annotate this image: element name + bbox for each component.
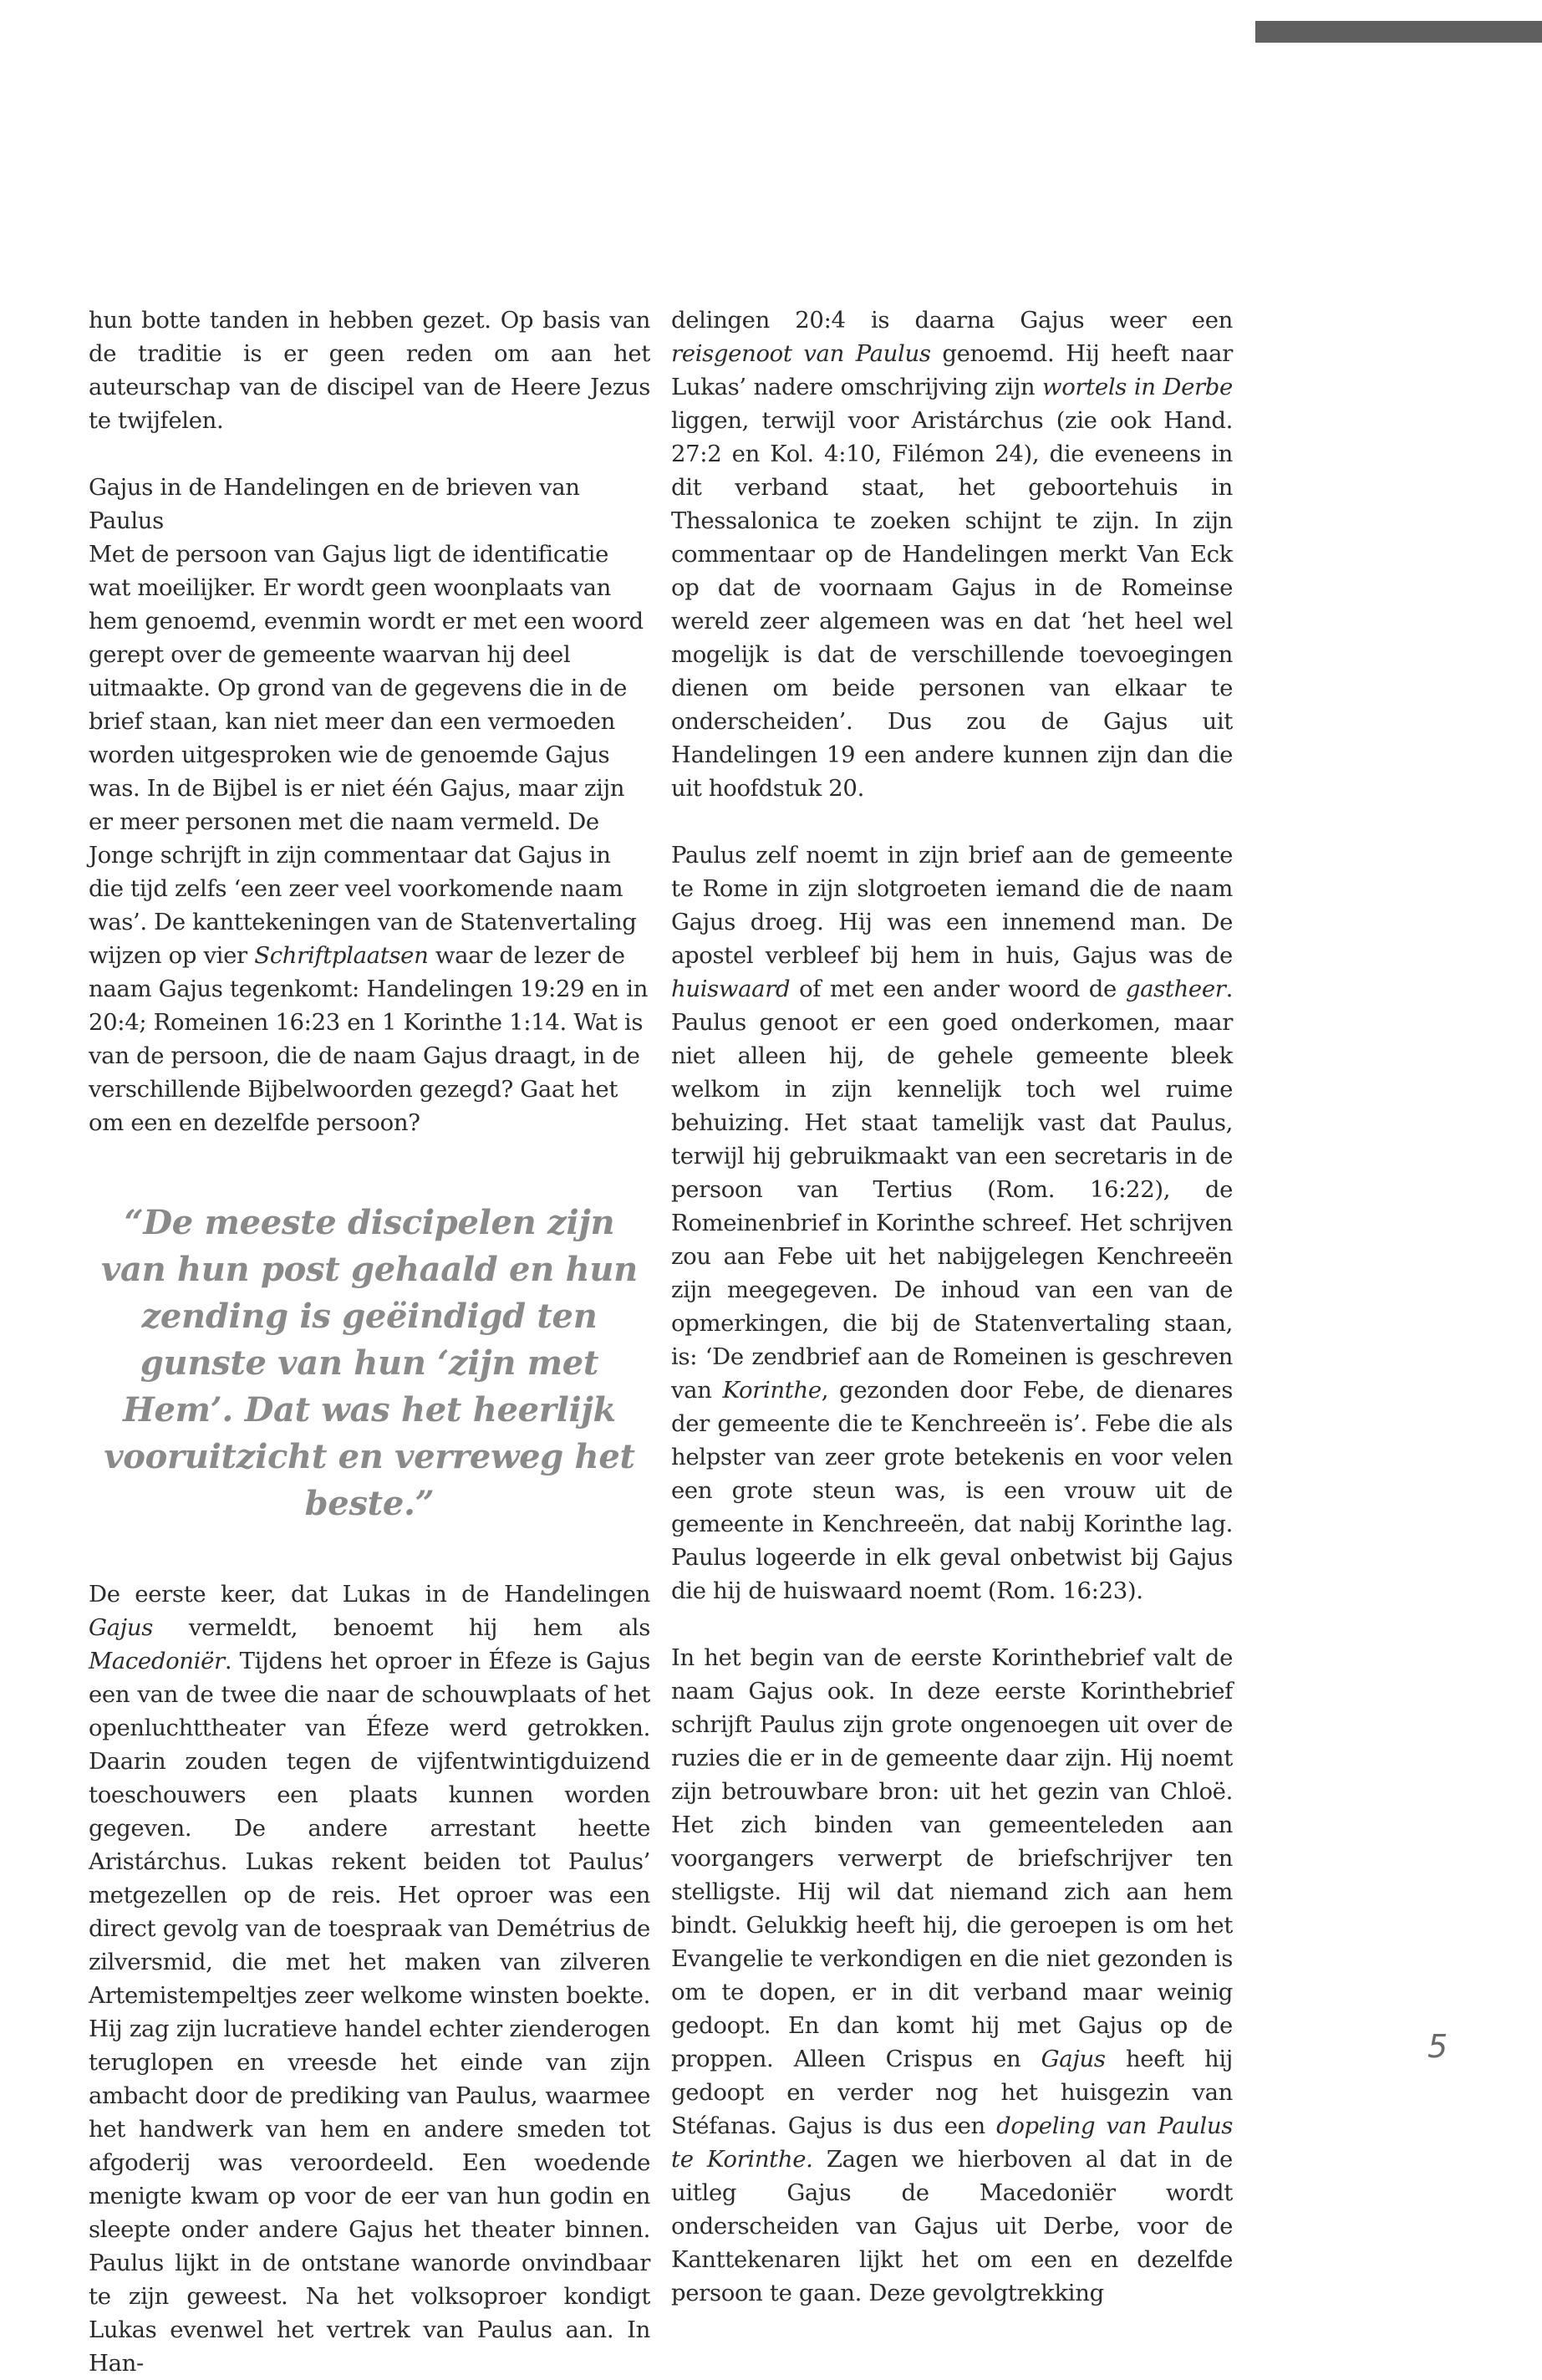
paragraph [89,471,650,1139]
paragraph [671,838,1233,1608]
pull-quote: “De meeste discipelen zijn van hun post gehaald en hun zending is geëindigd ten gunste van hun ‘zijn met Hem’. Dat was het heerlijk vooruitzicht en verreweg het beste.” [101,1203,638,1523]
header-bar [1255,21,1542,43]
italic-text: dopeling van Paulus te Korinthe. [671,2112,1233,2173]
paragraph-text: of met een ander woord de [799,976,1117,1002]
section-heading: Gajus in de Handelingen en de brieven van Paulus [89,474,580,534]
paragraph-text: Met de persoon van Gajus ligt de identificatie wat moeilijker. Er wordt geen woonplaats van hem genoemd, evenmin wordt er met een woord gerept over de gemeente waarvan hij deel uitmaakte. Op grond van de gegevens die in de brief staan, kan niet meer dan een vermoeden worden uitgesproken wie de genoemde Gajus was. In de Bijbel is er niet één Gajus, maar zijn er meer personen met die naam vermeld. De Jonge schrijft in zijn commentaar dat Gajus in die tijd zelfs ‘een zeer veel voorkomende naam was’. De kanttekeningen van de Statenvertaling wijzen op vier [89,541,644,969]
paragraph-text: . Paulus genoot er een goed onderkomen, maar niet alleen hij, de gehele gemeente bleek welkom in zijn kennelijk toch wel ruime behuizing. Het staat tamelijk vast dat Paulus, terwijl hij gebruikmaakt van een secretaris in de persoon van Tertius (Rom. 16:22), de Romeinenbrief in Korinthe schreef. Het schrijven zou aan Febe uit het nabijgelegen Kenchreeën zijn meegegeven. De inhoud van een van de opmerkingen, die bij de Statenvertaling staan, is: ‘De zendbrief aan de Romeinen is geschreven van [671,976,1233,1404]
italic-text: huiswaard [671,976,791,1002]
italic-text: reisgenoot van Paulus [671,340,931,367]
column-left [89,303,650,2380]
italic-text: Gajus [1041,2046,1106,2072]
paragraph-text: Paulus zelf noemt in zijn brief aan de gemeente te Rome in zijn slotgroeten iemand die de naam Gajus droeg. Hij was een innemend man. De apostel verbleef bij hem in huis, Gajus was de [671,842,1233,969]
page-number: 5 [1427,2028,1448,2065]
italic-text: Macedoniër [89,1648,225,1674]
paragraph-text: In het begin van de eerste Korinthebrief valt de naam Gajus ook. In deze eerste Korinthebrief schrijft Paulus zijn grote ongenoegen uit over de ruzies die er in de gemeente daar zijn. Hij noemt zijn betrouwbare bron: uit het gezin van Chloë. Het zich binden van gemeenteleden aan voorgangers verwerpt de briefschrijver ten stelligste. Hij wil dat niemand zich aan hem bindt. Gelukkig heeft hij, die geroepen is om het Evangelie te verkondigen en die niet gezonden is om te dopen, er in dit verband maar weinig gedoopt. En dan komt hij met Gajus op de proppen. Alleen Crispus en [671,1644,1233,2072]
paragraph-text: genoemd. Hij heeft naar Lukas’ nadere omschrijving zijn [671,340,1233,400]
paragraph-text: hun botte tanden in hebben gezet. Op basis van de traditie is er geen reden om aan het auteurschap van de discipel van de Heere Jezus te twijfelen. [89,307,650,434]
paragraph-text: De eerste keer, dat Lukas in de Handelingen [89,1581,650,1608]
paragraph-text: Zagen we hierboven al dat in de uitleg Gajus de Macedoniër wordt onderscheiden van Gajus uit Derbe, voor de Kanttekenaren lijkt het om een en dezelfde persoon te gaan. Deze gevolgtrekking [671,2146,1233,2306]
paragraph-text: vermeldt, benoemt hij hem als [188,1614,650,1641]
paragraph-text: delingen 20:4 is daarna Gajus weer een [671,307,1233,334]
paragraph-text: waar de lezer de naam Gajus tegenkomt: Handelingen 19:29 en in 20:4; Romeinen 16:23 en 1 Korinthe 1:14. Wat is van de persoon, die de naam Gajus draagt, in de verschillende Bijbelwoorden gezegd? Gaat het om een en dezelfde persoon? [89,942,649,1136]
italic-text: wortels in Derbe [1042,374,1233,400]
paragraph-text: liggen, terwijl voor Aristárchus (zie ook Hand. 27:2 en Kol. 4:10, Filémon 24), die eveneens in dit verband staat, het geboortehuis in Thessalonica te zoeken schijnt te zijn. In zijn commentaar op de Handelingen merkt Van Eck op dat de voornaam Gajus in de Romeinse wereld zeer algemeen was en dat ‘het heel wel mogelijk is dat de verschillende toevoegingen dienen om beide personen van elkaar te onderscheiden’. Dus zou de Gajus uit Handelingen 19 een andere kunnen zijn dan die uit hoofdstuk 20. [671,407,1233,802]
paragraph-text: , gezonden door Febe, de dienares der gemeente die te Kenchreeën is’. Febe die als helpster van zeer grote betekenis en voor velen een grote steun was, is een vrouw uit de gemeente in Kenchreeën, dat nabij Korinthe lag. Paulus logeerde in elk geval onbetwist bij Gajus die hij de huiswaard noemt (Rom. 16:23). [671,1377,1233,1604]
italic-text: Schriftplaatsen [254,942,429,969]
italic-text: Gajus [89,1614,153,1641]
italic-text: Korinthe [722,1377,822,1404]
paragraph-text: heeft hij gedoopt en verder nog het huisgezin van Stéfanas. Gajus is dus een [671,2046,1233,2139]
paragraph [89,303,650,437]
paragraph [671,303,1233,805]
paragraph-text: . Tijdens het oproer in Éfeze is Gajus een van de twee die naar de schouwplaats of het openluchttheater van Éfeze werd getrokken. Daarin zouden tegen de vijfentwintigduizend toeschouwers een plaats kunnen worden gegeven. De andere arrestant heette Aristárchus. Lukas rekent beiden tot Paulus’ metgezellen op de reis. Het oproer was een direct gevolg van de toespraak van Demétrius de zilversmid, die met het maken van zilveren Artemistempeltjes zeer welkome winsten boekte. Hij zag zijn lucratieve handel echter zienderogen teruglopen en vreesde het einde van zijn ambacht door de prediking van Paulus, waarmee het handwerk van hem en andere smeden tot afgoderij was veroordeeld. Een woedende menigte kwam op voor de eer van hun godin en sleepte onder andere Gajus het theater binnen. Paulus lijkt in de ontstane wanorde onvindbaar te zijn geweest. Na het volksoproer kondigt Lukas evenwel het vertrek van Paulus aan. In Han- [89,1648,650,2377]
column-right [671,303,1233,2310]
paragraph [671,1641,1233,2310]
paragraph [89,1577,650,2380]
italic-text: gastheer [1125,976,1226,1002]
